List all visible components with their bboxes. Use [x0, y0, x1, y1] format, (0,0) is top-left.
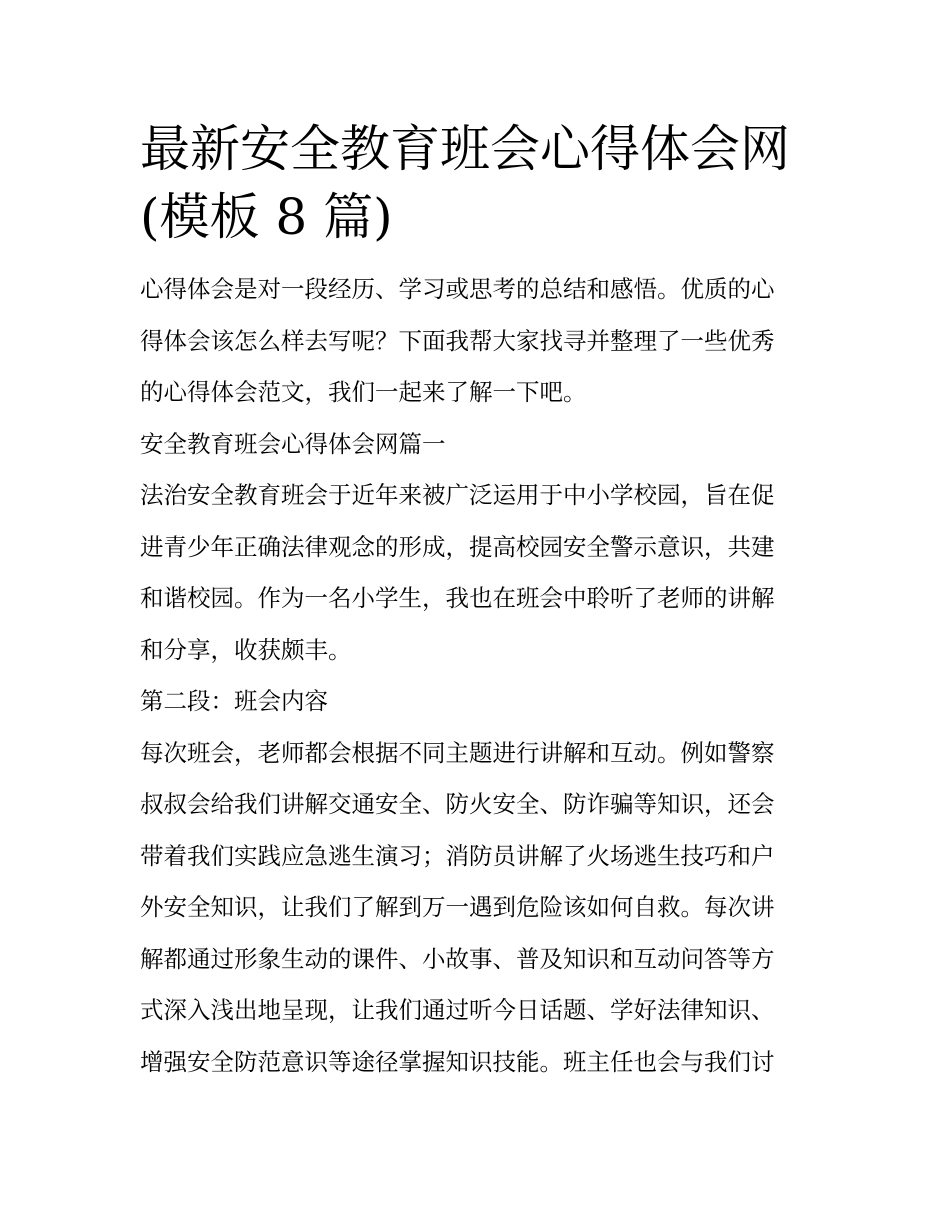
intro-line-2: 得体会该怎么样去写呢？下面我帮大家找寻并整理了一些优秀: [140, 326, 775, 355]
paragraph-line-3: 和谐校园。作为一名小学生，我也在班会中聆听了老师的讲解: [140, 584, 775, 612]
paragraph-line-6: 叔叔会给我们讲解交通安全、防火安全、防诈骗等知识，还会: [140, 790, 775, 818]
paragraph-line-2: 进青少年正确法律观念的形成，提高校园安全警示意识，共建: [140, 532, 775, 561]
section-heading-1: 安全教育班会心得体会网篇一: [140, 429, 446, 458]
title-line-1: 最新安全教育班会心得体会网: [140, 120, 790, 178]
section-heading-2: 第二段：班会内容: [140, 687, 328, 715]
document-content: [140, 118, 812, 1088]
paragraph-line-11: 增强安全防范意识等途径掌握知识技能。班主任也会与我们讨: [140, 1047, 775, 1076]
paragraph-line-8: 外安全知识，让我们了解到万一遇到危险该如何自救。每次讲: [140, 893, 775, 921]
document-title: [140, 118, 812, 248]
paragraph-line-4: 和分享，收获颇丰。: [140, 635, 352, 664]
intro-line-3: 的心得体会范文，我们一起来了解一下吧。: [140, 378, 587, 406]
paragraph-line-1: 法治安全教育班会于近年来被广泛运用于中小学校园，旨在促: [140, 481, 775, 509]
paragraph-line-10: 式深入浅出地呈现，让我们通过听今日话题、学好法律知识、: [140, 996, 775, 1024]
paragraph-line-5: 每次班会，老师都会根据不同主题进行讲解和互动。例如警察: [140, 738, 775, 767]
title-line-2: (模板 8 篇): [140, 188, 393, 246]
intro-line-1: 心得体会是对一段经历、学习或思考的总结和感悟。优质的心: [140, 275, 775, 303]
document-body: [140, 264, 812, 1088]
paragraph-line-9: 解都通过形象生动的课件、小故事、普及知识和互动问答等方: [140, 944, 775, 973]
paragraph-line-7: 带着我们实践应急逃生演习；消防员讲解了火场逃生技巧和户: [140, 841, 775, 870]
